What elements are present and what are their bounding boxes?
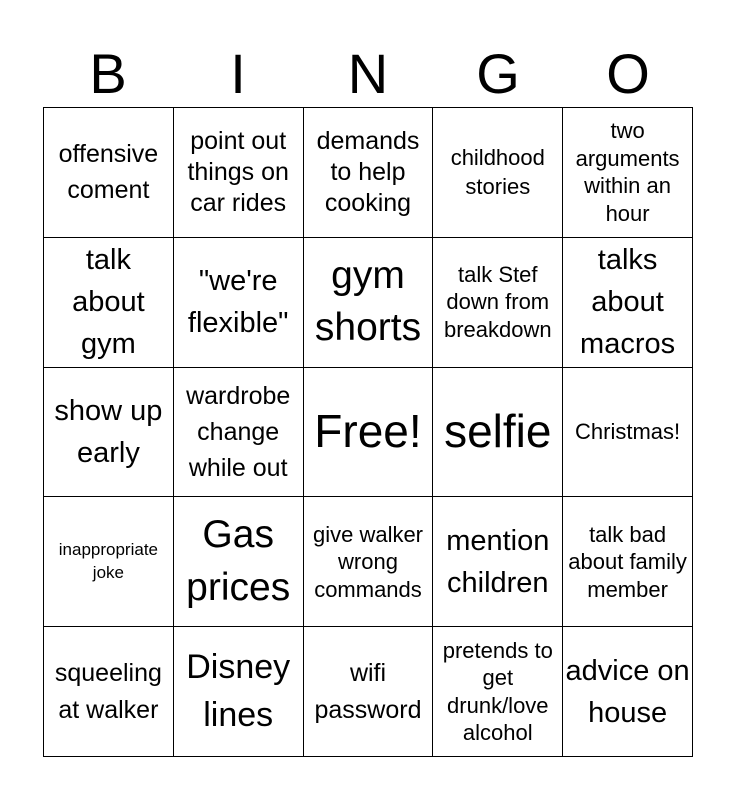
- bingo-cell[interactable]: [433, 497, 563, 627]
- bingo-cell[interactable]: [44, 238, 174, 368]
- header-letter-g: G: [476, 42, 520, 105]
- bingo-cell[interactable]: [304, 238, 434, 368]
- cell-text: childhood stories: [450, 144, 545, 200]
- bingo-cell[interactable]: [44, 108, 174, 238]
- bingo-cell[interactable]: [563, 238, 693, 368]
- bingo-cell[interactable]: [304, 108, 434, 238]
- bingo-cell[interactable]: [433, 108, 563, 238]
- bingo-cell[interactable]: [433, 238, 563, 368]
- cell-text: show up early: [54, 394, 163, 469]
- cell-text: give walker wrong commands: [312, 521, 424, 602]
- cell-text: Christmas!: [575, 419, 681, 445]
- header-letter-i: I: [230, 42, 246, 105]
- cell-text: Free!: [314, 405, 422, 458]
- bingo-cell[interactable]: [174, 108, 304, 238]
- cell-text: Disney lines: [186, 648, 291, 734]
- bingo-cell[interactable]: [563, 627, 693, 757]
- bingo-cell[interactable]: [563, 497, 693, 627]
- cell-text: two arguments within an hour: [575, 118, 680, 226]
- cell-text: advice on house: [565, 654, 690, 729]
- bingo-board: [43, 107, 693, 757]
- header-letter-o: O: [606, 42, 650, 105]
- cell-text: Gas prices: [186, 513, 291, 609]
- bingo-cell[interactable]: [304, 627, 434, 757]
- cell-text: pretends to get drunk/love alcohol: [442, 637, 553, 746]
- cell-text: inappropriate joke: [58, 539, 159, 582]
- bingo-cell[interactable]: [174, 627, 304, 757]
- bingo-cell[interactable]: [433, 368, 563, 498]
- cell-text: point out things on car rides: [187, 126, 289, 218]
- bingo-cell[interactable]: [433, 627, 563, 757]
- cell-text: "we're flexible": [187, 265, 289, 340]
- cell-text: talk bad about family member: [568, 521, 687, 602]
- bingo-cell[interactable]: [563, 368, 693, 498]
- bingo-cell[interactable]: [174, 368, 304, 498]
- cell-text: squeeling at walker: [54, 659, 162, 724]
- cell-text: gym shorts: [314, 253, 422, 350]
- bingo-header: [43, 40, 693, 108]
- bingo-cell[interactable]: [44, 627, 174, 757]
- header-letter-n: N: [347, 42, 389, 105]
- free-space[interactable]: [304, 368, 434, 498]
- cell-text: offensive coment: [58, 140, 159, 205]
- cell-text: wifi password: [314, 659, 422, 724]
- cell-text: mention children: [446, 524, 550, 599]
- bingo-cell[interactable]: [563, 108, 693, 238]
- header-letter-b: B: [89, 42, 127, 105]
- cell-text: talks about macros: [580, 244, 676, 361]
- cell-text: talk Stef down from breakdown: [443, 261, 552, 342]
- cell-text: selfie: [444, 405, 552, 458]
- cell-text: demands to help cooking: [316, 126, 420, 218]
- bingo-cell[interactable]: [44, 497, 174, 627]
- cell-text: wardrobe change while out: [186, 381, 291, 483]
- bingo-cell[interactable]: [174, 238, 304, 368]
- bingo-cell[interactable]: [44, 368, 174, 498]
- bingo-cell[interactable]: [304, 497, 434, 627]
- bingo-cell[interactable]: [174, 497, 304, 627]
- cell-text: talk about gym: [72, 244, 145, 361]
